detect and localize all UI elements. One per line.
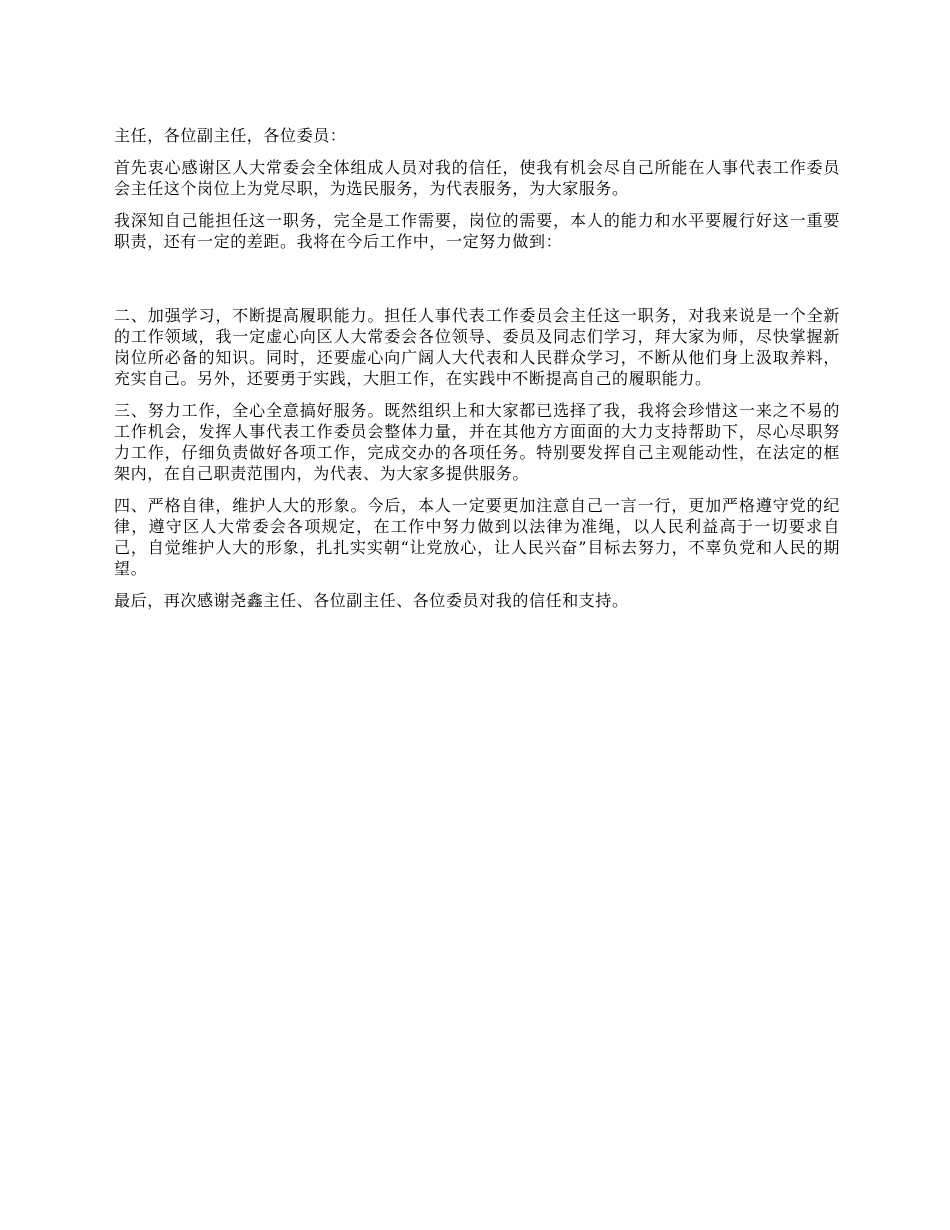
paragraph-thanks: 首先衷心感谢区人大常委会全体组成人员对我的信任，使我有机会尽自己所能在人事代表工作委员会主任这个岗位上为党尽职，为选民服务，为代表服务，为大家服务。 (114, 158, 840, 198)
salutation: 主任，各位副主任，各位委员： (114, 126, 347, 145)
document-body (114, 125, 840, 622)
paragraph-work: 三、努力工作，全心全意搞好服务。既然组织上和大家都已选择了我，我将会珍惜这一来之不易的工作机会，发挥人事代表工作委员会整体力量，并在其他方方面面的大力支持帮助下，尽心尽职努力工作，仔细负责做好各项工作，完成交办的各项任务。特别要发挥自己主观能动性，在法定的框架内，在自己职责范围内，为代表、为大家多提供服务。 (114, 401, 840, 483)
paragraph-closing: 最后，再次感谢尧鑫主任、各位副主任、各位委员对我的信任和支持。 (114, 591, 629, 610)
paragraph-discipline: 四、严格自律，维护人大的形象。今后，本人一定要更加注意自己一言一行，更加严格遵守党的纪律，遵守区人大常委会各项规定，在工作中努力做到以法律为准绳，以人民利益高于一切要求自己，自觉维护人大的形象，扎扎实实朝“让党放心，让人民兴奋”目标去努力，不辜负党和人民的期望。 (114, 496, 840, 578)
paragraph-commitment: 我深知自己能担任这一职务，完全是工作需要，岗位的需要，本人的能力和水平要履行好这一重要职责，还有一定的差距。我将在今后工作中，一定努力做到： (114, 211, 840, 251)
blank-spacer (114, 263, 840, 305)
paragraph-study: 二、加强学习，不断提高履职能力。担任人事代表工作委员会主任这一职务，对我来说是一个全新的工作领域，我一定虚心向区人大常委会各位领导、委员及同志们学习，拜大家为师，尽快掌握新岗位所必备的知识。同时，还要虚心向广阔人大代表和人民群众学习，不断从他们身上汲取养料，充实自己。另外，还要勇于实践，大胆工作，在实践中不断提高自己的履职能力。 (114, 306, 840, 388)
